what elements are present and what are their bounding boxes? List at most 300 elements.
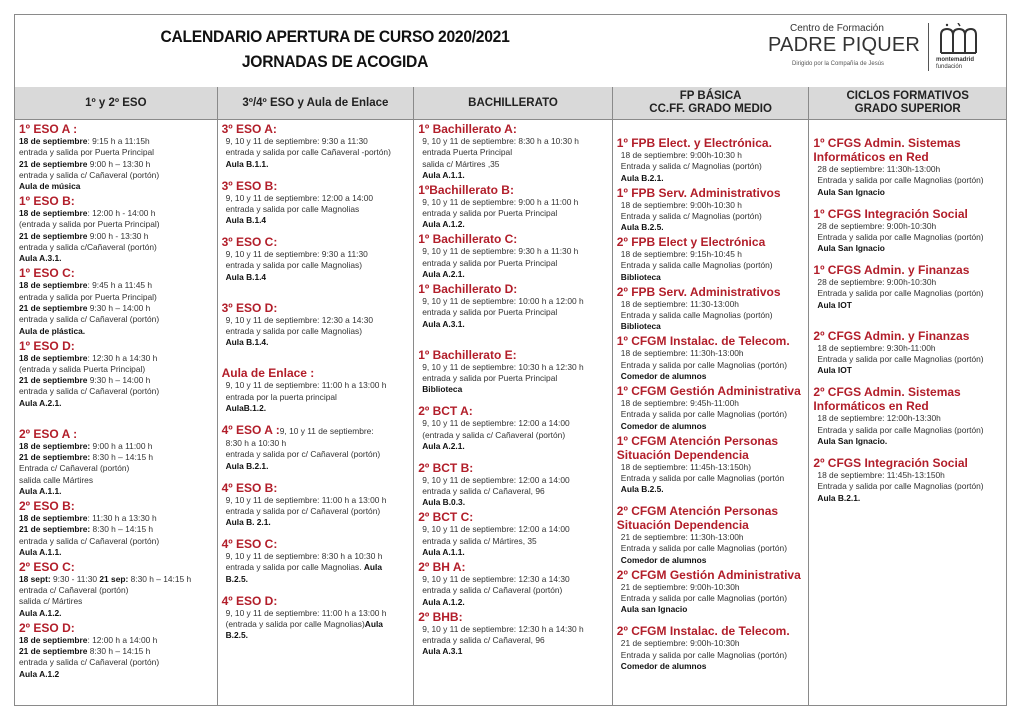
time-text: entrada y salida c/ Cañaveral (portón)	[19, 314, 160, 325]
class-group	[813, 263, 1002, 311]
class-group	[418, 560, 608, 608]
group-spacer	[222, 170, 410, 179]
room-label-inline: Aula	[364, 619, 383, 630]
room-label: Aula A.1.2.	[422, 596, 465, 607]
schedule-line: entrada Puerta Principal	[422, 147, 513, 158]
group-name: 2º CFGS Admin. y Finanzas	[813, 328, 970, 343]
schedule-line	[19, 596, 213, 607]
group-name: 3º ESO C:	[221, 235, 278, 250]
schedule-line: 18 de septiembre: 9:00h-10:30 h	[620, 150, 742, 160]
room-label: Aula B.0.3.	[422, 497, 466, 508]
class-group	[813, 329, 1002, 377]
group-spacer	[617, 615, 805, 624]
schedule-line: Entrada y salida por calle Magnolias (portón)	[620, 409, 787, 420]
schedule-line: 9, 10 y 11 de septiembre: 12:00 a 14:00	[422, 474, 570, 485]
room-label: Aula de música	[19, 181, 81, 192]
time-text: entrada y salida c/ Cañaveral (portón)	[19, 386, 160, 397]
group-name: 2º CFGM Atención Personas	[616, 504, 779, 519]
date-label: 21 sep:	[99, 573, 129, 584]
group-name-line2: Informáticos en Red	[813, 399, 929, 414]
column-header-grado-superior: CICLOS FORMATIVOS GRADO SUPERIOR	[846, 90, 969, 115]
schedule-line	[19, 208, 213, 219]
group-spacer	[813, 311, 1002, 329]
group-title	[19, 427, 213, 441]
group-name: 2º BCT A:	[418, 404, 473, 419]
class-group	[19, 499, 213, 558]
schedule-line	[19, 585, 213, 596]
group-title	[617, 504, 805, 518]
schedule-line: 18 de septiembre: 9:30h-11:00h	[817, 342, 936, 353]
date-label: 18 de septiembre	[19, 136, 88, 146]
schedule-line: entrada y salida c/ Mártires, 35	[422, 535, 537, 546]
column-fp-basica	[613, 119, 810, 705]
group-title	[418, 461, 608, 475]
schedule-line: 9, 10 y 11 de septiembre: 12:30 a 14:30	[422, 574, 570, 585]
room-label: B.2.5.	[225, 630, 248, 641]
group-title	[418, 183, 608, 197]
group-name: 2º FPB Elect y Electrónica	[616, 235, 766, 250]
group-title	[617, 334, 805, 348]
group-name: 1º CFGS Integración Social	[813, 206, 968, 221]
class-group	[617, 624, 805, 672]
schedule-line	[19, 375, 213, 386]
group-name: 1º Bachillerato E:	[418, 347, 517, 362]
group-spacer	[19, 409, 213, 427]
group-name: 2º ESO B:	[19, 498, 75, 513]
group-name-line2: Situación Dependencia	[616, 518, 749, 533]
schedule-line: 9, 10 y 11 de septiembre: 10:30 h a 12:30 h	[422, 361, 584, 372]
group-name: 2º FPB Serv. Administrativos	[616, 284, 781, 299]
room-label: Biblioteca	[620, 271, 661, 282]
group-name: 2º CFGM Instalac. de Telecom.	[616, 624, 790, 639]
group-name: 2º CFGS Integración Social	[813, 455, 968, 470]
group-title	[418, 560, 608, 574]
time-text: 9:30 h – 14:00 h	[87, 375, 151, 386]
room-label: Aula IOT	[817, 365, 852, 376]
class-group	[19, 427, 213, 497]
foundation-name: montemadrid fundación	[936, 57, 975, 70]
group-name: 4º ESO C:	[221, 537, 278, 552]
room-label: Aula A.2.1.	[422, 440, 465, 451]
date-label: 18 de septiembre:	[19, 440, 91, 451]
group-title	[19, 560, 213, 574]
room-label: Aula A.3.1.	[422, 318, 465, 329]
schedule-line: entrada por la puerta principal	[225, 391, 337, 402]
room-label: Aula B.2.1.	[225, 460, 269, 471]
group-name: 2º BCT C:	[418, 510, 474, 525]
schedule-line	[19, 292, 213, 303]
time-text: : 9:45 h a 11:45 h	[87, 280, 153, 291]
class-group	[617, 186, 805, 234]
group-spacer	[418, 452, 608, 461]
group-spacer	[222, 414, 410, 423]
time-text: 8:30 h – 14:15 h	[87, 646, 151, 657]
schedule-line	[19, 574, 213, 585]
schedule-line	[19, 136, 213, 147]
group-title	[19, 499, 213, 513]
schedule-line	[19, 524, 213, 535]
time-text: : 11:30 h a 13:30 h	[87, 512, 157, 523]
class-group	[19, 194, 213, 264]
group-title	[813, 207, 1002, 221]
class-group	[418, 404, 608, 452]
group-name-line2: Informáticos en Red	[813, 150, 929, 164]
schedule-line: entrada y salida por Puerta Principal	[422, 372, 558, 383]
group-title	[19, 194, 213, 208]
schedule-line	[19, 314, 213, 325]
schedule-line: Entrada y salida por calle Magnolias (portón)	[817, 288, 984, 299]
column-bachillerato	[414, 119, 613, 705]
group-spacer	[222, 585, 410, 594]
schedule-line: 18 de septiembre: 11:45h-13:150h	[817, 469, 945, 480]
group-spacer	[222, 472, 410, 481]
class-group	[222, 423, 410, 472]
schedule-line	[19, 513, 213, 524]
class-group	[222, 481, 410, 529]
time-text: 8:30 h – 14:15 h	[90, 524, 154, 535]
group-spacer	[813, 376, 1002, 385]
group-name: 2º BHB:	[418, 609, 463, 624]
schedule-line: Entrada y salida calle Magnolias (portón)	[620, 260, 773, 271]
schedule-line: 9, 10 y 11 de septiembre: 9:30 h a 11:30 h	[422, 246, 579, 257]
group-name: 1º CFGS Admin. Sistemas	[813, 136, 961, 150]
group-name: 1º ESO B:	[19, 194, 75, 209]
class-group	[617, 504, 805, 566]
group-title	[813, 329, 1002, 343]
schedule-line	[19, 242, 213, 253]
class-group	[418, 348, 608, 396]
time-text: salida calle Mártires	[19, 474, 94, 485]
schedule-line	[19, 147, 213, 158]
group-title	[617, 136, 805, 150]
group-title	[617, 285, 805, 299]
montemadrid-logo	[936, 23, 980, 71]
group-name: 1º FPB Serv. Administrativos	[616, 185, 781, 200]
schedule-line: 18 de septiembre: 12:00h-13:30h	[817, 413, 941, 424]
schedule-line: 9, 10 y 11 de septiembre: 11:00 h a 13:00 h	[225, 380, 387, 391]
group-name: 1º ESO C:	[19, 266, 75, 281]
group-title	[222, 366, 410, 380]
schedule-line	[19, 635, 213, 646]
column-grado-superior	[809, 119, 1006, 705]
group-name: 1º ESO A :	[19, 122, 78, 136]
room-label: Aula San Ignacio	[817, 186, 885, 197]
schedule-line: Entrada y salida por calle Magnolias (portón)	[817, 424, 984, 435]
group-name: 2º BH A:	[418, 560, 466, 575]
column-eso-3-4	[218, 119, 415, 705]
column-header-row	[15, 87, 1006, 120]
group-title	[19, 266, 213, 280]
schedule-line	[19, 280, 213, 291]
class-group	[222, 235, 410, 283]
schedule-line: entrada y salida por c/ Cañaveral (portón)	[225, 505, 381, 516]
column-header-eso-1-2: 1º y 2º ESO	[15, 87, 218, 119]
column-header-bachillerato: BACHILLERATO	[414, 87, 613, 119]
class-group	[19, 339, 213, 409]
montemadrid-logo-icon	[938, 23, 978, 55]
group-title	[222, 481, 410, 495]
date-label: 18 de septiembre	[19, 352, 88, 363]
group-title	[222, 235, 410, 249]
group-name: 1º ESO D:	[19, 338, 75, 353]
group-name: 1º FPB Elect. y Electrónica.	[616, 136, 772, 150]
time-text: : 12:00 h a 14:00 h	[87, 634, 158, 645]
room-label: Biblioteca	[422, 384, 463, 395]
class-group	[617, 285, 805, 333]
group-name: 2º CFGS Admin. Sistemas	[813, 385, 961, 400]
room-label: Aula A.2.1.	[422, 269, 465, 280]
schedule-line: 28 de septiembre: 11:30h-13:00h	[817, 164, 941, 174]
schedule-line: Entrada y salida c/ Magnolias (portón)	[620, 161, 762, 172]
group-name: 2º BCT B:	[418, 460, 474, 475]
group-title	[418, 510, 608, 524]
group-spacer	[813, 122, 1002, 136]
schedule-line	[19, 170, 213, 181]
group-title	[617, 235, 805, 249]
class-group	[222, 122, 410, 170]
class-group	[418, 183, 608, 231]
group-spacer	[813, 198, 1002, 207]
group-title	[813, 385, 1002, 399]
schedule-line	[19, 303, 213, 314]
schedule-line: entrada y salida por calle Magnolias)	[225, 326, 362, 337]
group-name: Aula de Enlace :	[221, 366, 315, 381]
room-label: Comedor de alumnos	[620, 370, 707, 381]
room-label: Aula san Ignacio	[620, 604, 688, 615]
group-title	[418, 232, 608, 246]
schedule-line: entrada y salida c/ Cañaveral, 96	[422, 486, 545, 497]
class-group	[813, 385, 1002, 447]
date-label: 21 de septiembre	[19, 158, 88, 169]
room-label: Aula San Ignacio	[817, 243, 885, 254]
group-title	[19, 339, 213, 353]
time-text: entrada y salida c/Cañaveral (portón)	[19, 242, 157, 253]
group-name: 4º ESO D:	[221, 593, 278, 608]
room-label: Aula San Ignacio.	[817, 435, 888, 446]
room-label: Aula B.2.1.	[620, 172, 664, 183]
room-label: Aula A.1.2	[19, 668, 60, 679]
group-spacer	[617, 495, 805, 504]
room-label: Biblioteca	[620, 321, 661, 332]
logo-school-name: PADRE PIQUER	[768, 34, 921, 56]
schedule-line	[19, 353, 213, 364]
group-title	[418, 348, 608, 362]
group-title	[222, 122, 410, 136]
room-label: Aula A.1.1.	[19, 485, 62, 496]
group-title	[418, 122, 608, 136]
room-label: Aula B.1.4	[225, 271, 267, 282]
group-spacer	[418, 395, 608, 404]
room-label: Aula B.1.4	[225, 215, 267, 226]
room-label: Aula B. 2.1.	[225, 517, 271, 528]
schedule-line: 9, 10 y 11 de septiembre: 8:30 h a 10:30 h	[225, 551, 383, 562]
time-text: salida c/ Mártires	[19, 596, 83, 607]
schedule-line: entrada y salida por calle Magnolias. Aula	[225, 562, 383, 573]
group-name: 1º Bachillerato D:	[418, 282, 518, 297]
group-name: 1º CFGS Admin. y Finanzas	[813, 263, 970, 278]
schedule-line: 9, 10 y 11 de septiembre: 11:00 h a 13:00 h	[225, 494, 387, 505]
group-spacer	[222, 283, 410, 301]
class-group	[418, 461, 608, 509]
time-text: entrada y salida c/ Cañaveral (portón)	[19, 657, 160, 668]
date-label: 21 de septiembre:	[19, 524, 91, 535]
time-text: : 9:15 h a 11:15h	[87, 136, 150, 146]
schedule-line: 28 de septiembre: 9:00h-10:30h	[817, 220, 937, 231]
time-text: 9:30 - 11:30	[50, 573, 100, 584]
schedule-line: entrada y salida por Puerta Principal	[422, 208, 558, 219]
class-group	[418, 122, 608, 181]
group-name: 1º CFGM Instalac. de Telecom.	[616, 334, 790, 349]
group-title	[617, 624, 805, 638]
schedule-line	[19, 646, 213, 657]
class-group	[418, 510, 608, 558]
date-label: 18 sept:	[19, 573, 51, 584]
schedule-body	[15, 119, 1006, 705]
document-header	[15, 15, 1006, 88]
time-text: entrada c/ Cañaveral (portón)	[19, 585, 129, 596]
schedule-line: Entrada y salida por calle Magnolias (portón)	[817, 354, 984, 365]
room-label: Comedor de alumnos	[620, 554, 707, 565]
schedule-line: 9, 10 y 11 de septiembre: 12:00 a 14:00	[225, 192, 374, 203]
time-text: 8:30 h – 14:15 h	[90, 452, 154, 463]
schedule-line: 9, 10 y 11 de septiembre: 12:30 h a 14:30 h	[422, 623, 584, 634]
time-text: 9:00 h - 13:30 h	[87, 230, 149, 241]
room-label: Aula A.2.1.	[19, 397, 62, 408]
schedule-line: salida c/ Mártires ,35	[422, 158, 500, 169]
class-group	[617, 568, 805, 616]
room-label: Aula A.3.1	[422, 646, 463, 657]
group-name: 1º Bachillerato A:	[418, 122, 517, 136]
logo-line-1: Centro de Formación	[790, 23, 884, 34]
class-group	[222, 366, 410, 414]
schedule-line: entrada y salida por c/ Cañaveral (portón)	[225, 449, 381, 460]
class-group	[617, 136, 805, 184]
group-title	[617, 568, 805, 582]
class-group	[617, 434, 805, 496]
group-spacer	[222, 348, 410, 366]
room-label: Aula A.1.2.	[19, 607, 62, 618]
schedule-line	[19, 231, 213, 242]
schedule-line: 9, 10 y 11 de septiembre: 9:30 a 11:30	[225, 249, 368, 260]
schedule-line: 9, 10 y 11 de septiembre: 9:30 a 11:30	[225, 136, 368, 146]
date-label: 21 de septiembre	[19, 375, 88, 386]
schedule-line: Entrada y salida por calle Magnolias (portón)	[817, 175, 984, 186]
room-label: Aula B.1.4.	[225, 337, 269, 348]
date-label: 21 de septiembre:	[19, 452, 91, 463]
group-title	[222, 423, 410, 438]
schedule-line	[19, 159, 213, 170]
group-spacer	[418, 330, 608, 348]
time-text: (entrada y salida por Puerta Principal)	[19, 219, 160, 230]
group-name: 1º Bachillerato C:	[418, 232, 518, 247]
class-group	[813, 207, 1002, 255]
column-header-eso-3-4: 3º/4º ESO y Aula de Enlace	[218, 87, 415, 119]
schedule-line: 18 de septiembre: 11:30-13:00h	[620, 298, 739, 309]
schedule-line: Entrada y salida por calle Magnolias (portón	[620, 472, 785, 483]
document-title: CALENDARIO APERTURA DE CURSO 2020/2021	[160, 27, 510, 46]
schedule-line: entrada y salida por calle Cañaveral -portón)	[225, 147, 391, 158]
time-text: 9:30 h – 14:00 h	[87, 302, 151, 313]
group-spacer	[222, 226, 410, 235]
group-title	[617, 384, 805, 398]
schedule-line: Entrada y salida por calle Magnolias (portón)	[620, 593, 787, 604]
calendar-document	[14, 14, 1007, 706]
schedule-line	[19, 219, 213, 230]
schedule-line: Entrada y salida por calle Magnolias (portón)	[620, 543, 787, 554]
room-label: Aula A.1.1.	[19, 546, 62, 557]
schedule-line: Entrada y salida por calle Magnolias (portón)	[620, 359, 787, 370]
schedule-line: 9, 10 y 11 de septiembre: 12:00 a 14:00	[422, 524, 570, 535]
group-name: 1ºBachillerato B:	[418, 182, 514, 197]
class-group	[813, 456, 1002, 504]
schedule-line: 21 de septiembre: 9:00h-10:30h	[620, 638, 740, 649]
logo-divider	[928, 23, 929, 71]
date-label: 18 de septiembre	[19, 208, 88, 219]
group-name: 3º ESO A:	[221, 122, 277, 136]
schedule-line: 9, 10 y 11 de septiembre: 10:00 h a 12:00 h	[422, 296, 584, 307]
schedule-line: entrada y salida por calle Magnolias)	[225, 260, 362, 271]
schedule-line: 18 de septiembre: 9:15h-10:45 h	[620, 249, 742, 260]
date-label: 18 de septiembre	[19, 634, 88, 645]
schedule-line: Entrada y salida calle Magnolias (portón)	[620, 310, 773, 321]
group-title	[813, 136, 1002, 150]
schedule-line: 9, 10 y 11 de septiembre: 12:00 a 14:00	[422, 418, 570, 429]
group-name: 1º CFGM Gestión Administrativa	[616, 383, 801, 398]
schedule-line	[19, 536, 213, 547]
group-name: 3º ESO B:	[221, 178, 278, 193]
schedule-line: 9, 10 y 11 de septiembre: 12:30 a 14:30	[225, 314, 374, 325]
schedule-line: 9, 10 y 11 de septiembre: 9:00 h a 11:00 h	[422, 196, 579, 207]
room-label-inline: Aula	[363, 562, 383, 573]
group-title	[418, 282, 608, 296]
date-label: 18 de septiembre	[19, 280, 88, 291]
schedule-line: 21 de septiembre: 9:00h-10:30h	[620, 581, 740, 592]
group-name: 2º ESO D:	[19, 620, 75, 635]
group-title	[222, 594, 410, 608]
group-spacer	[813, 447, 1002, 456]
schedule-line: entrada y salida c/ Cañaveral (portón)	[422, 585, 563, 596]
class-group	[222, 179, 410, 227]
group-name: 2º ESO A :	[19, 426, 78, 441]
schedule-line: entrada y salida c/ Cañaveral, 96	[422, 634, 545, 645]
date-label: 21 de septiembre	[19, 646, 88, 657]
schedule-line: entrada y salida por Puerta Principal	[422, 257, 558, 268]
schedule-line: (entrada y salida c/ Cañaveral (portón)	[422, 429, 566, 440]
schedule-line	[19, 475, 213, 486]
column-eso-1-2	[15, 119, 218, 705]
group-name: 4º ESO B:	[221, 480, 278, 495]
room-label: Aula de plástica.	[19, 325, 86, 336]
schedule-line	[19, 386, 213, 397]
schedule-line: entrada y salida por Puerta Principal	[422, 307, 558, 318]
schedule-line: 21 de septiembre: 11:30h-13:00h	[620, 532, 744, 543]
schedule-line	[19, 441, 213, 452]
group-title	[617, 434, 805, 448]
schedule-line: entrada y salida por calle Magnolias	[225, 203, 360, 214]
class-group	[617, 384, 805, 432]
room-label: Aula B.2.5.	[620, 222, 664, 233]
date-label: 21 de septiembre	[19, 230, 88, 241]
group-title	[418, 610, 608, 624]
time-text: 9:00 h a 11:00 h	[90, 440, 153, 451]
group-spacer	[617, 122, 805, 136]
schedule-line: 18 de septiembre: 11:45h-13:150h)	[620, 461, 752, 472]
schedule-line: 18 de septiembre: 9:45h-11:00h	[620, 397, 739, 408]
group-name-line2: Situación Dependencia	[616, 447, 749, 462]
group-spacer	[222, 528, 410, 537]
class-group	[19, 266, 213, 336]
room-label: Comedor de alumnos	[620, 420, 707, 431]
